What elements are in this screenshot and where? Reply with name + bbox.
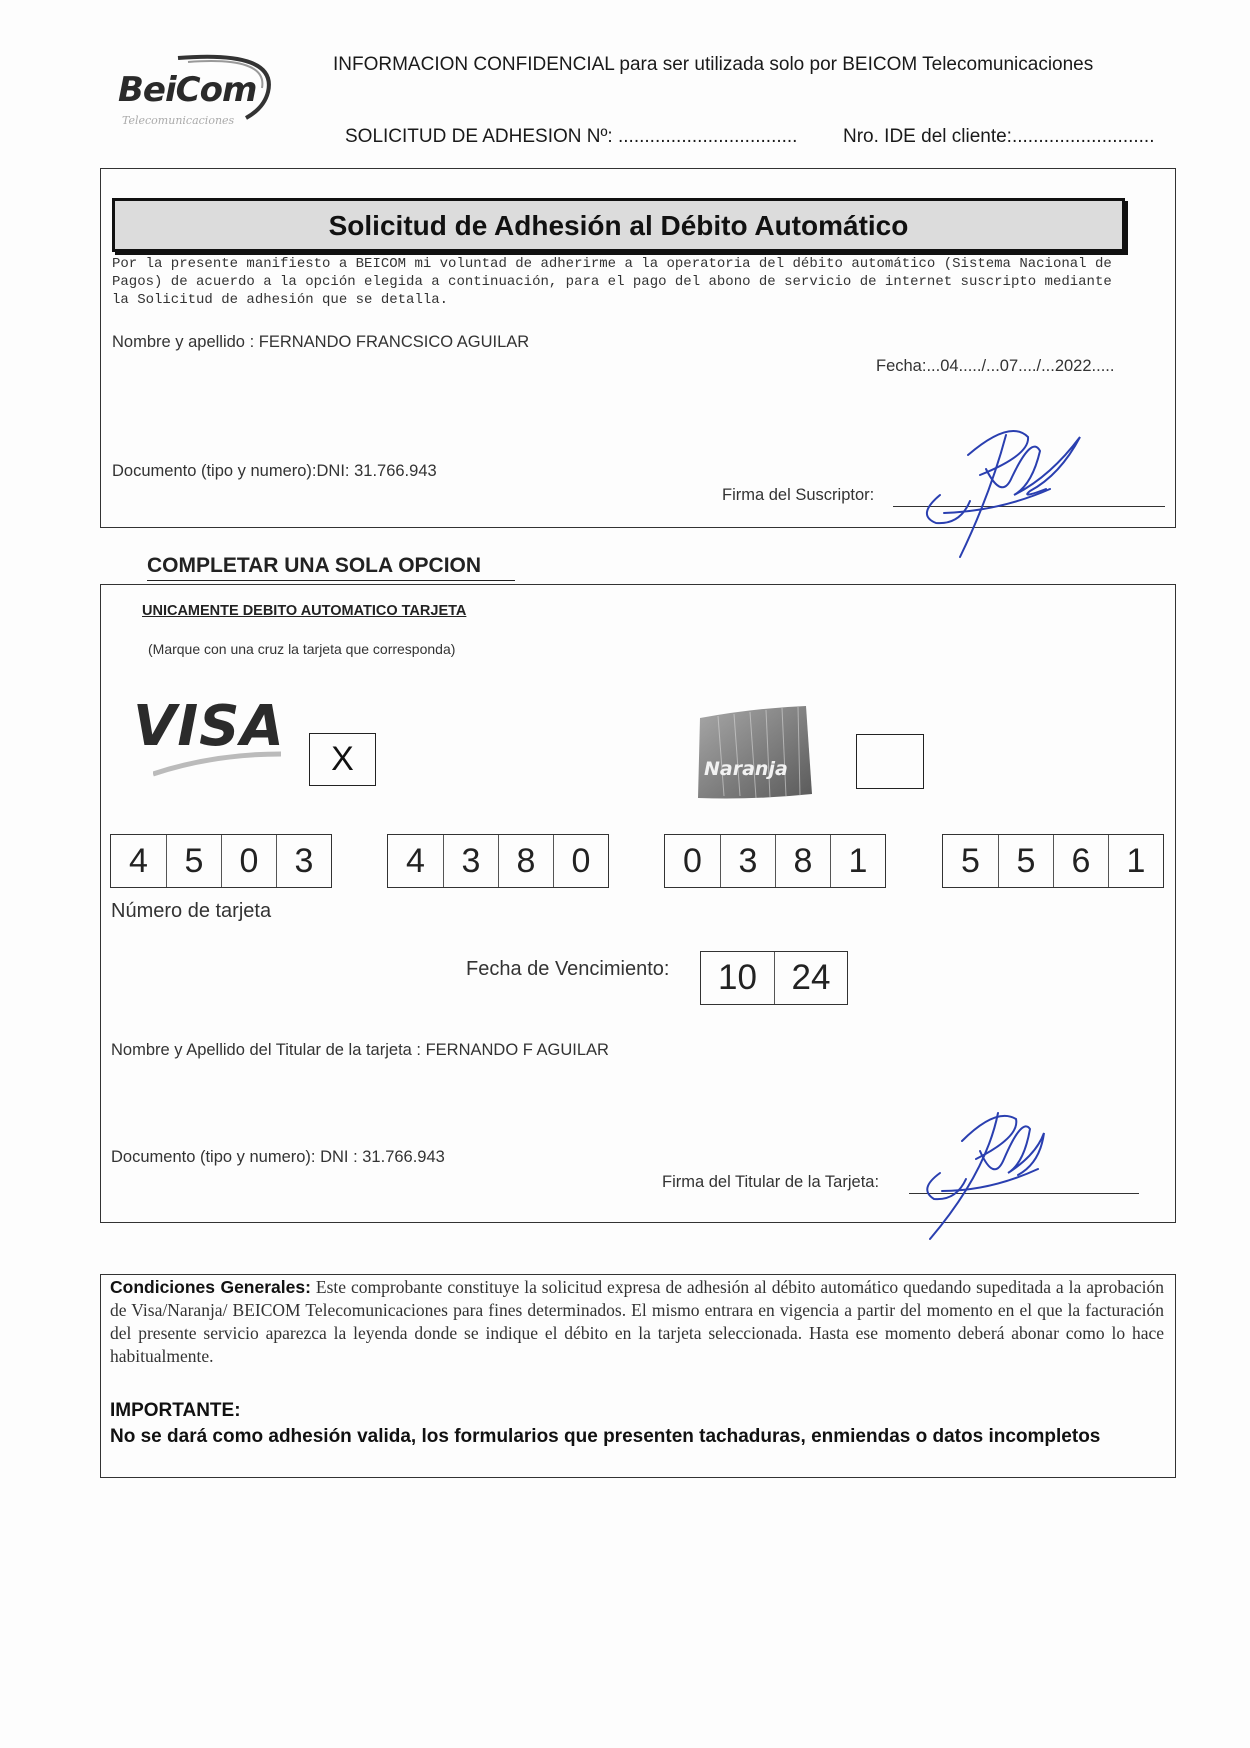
card-digit: 0 xyxy=(221,835,276,887)
expiry-label: Fecha de Vencimiento: xyxy=(466,958,670,980)
card-digit: 5 xyxy=(961,842,980,880)
card-digit: 4 xyxy=(406,842,425,880)
intro-paragraph: Por la presente manifiesto a BEICOM mi voluntad de adherirme a la operatoria del débito automático (Sistema Nacional de Pagos) de acuerdo a la opción elegida a continuación, para el pago del abono de servicio de internet suscripto mediante la Solicitud de adhesión que se detalla. xyxy=(112,256,1112,308)
naranja-logo-text: Naranja xyxy=(704,758,788,780)
card-digit: 1 xyxy=(830,835,885,887)
card-number-group-1[interactable] xyxy=(110,834,332,888)
naranja-logo xyxy=(694,704,814,809)
card-digit: 0 xyxy=(683,842,702,880)
card-digit: 0 xyxy=(553,835,608,887)
card-digit: 8 xyxy=(775,835,830,887)
card-number-group-3[interactable] xyxy=(664,834,886,888)
card-number-group-4[interactable] xyxy=(942,834,1164,888)
important-title: IMPORTANTE: xyxy=(110,1400,241,1421)
card-digit: 6 xyxy=(1053,835,1108,887)
card-digit: 5 xyxy=(166,835,221,887)
subscriber-document: Documento (tipo y numero):DNI: 31.766.943 xyxy=(112,462,437,480)
card-digit: 8 xyxy=(498,835,553,887)
card-subheading: UNICAMENTE DEBITO AUTOMATICO TARJETA xyxy=(142,603,467,619)
card-number-group-2[interactable] xyxy=(387,834,609,888)
subscriber-signature-icon xyxy=(920,415,1090,565)
visa-checkbox[interactable]: X xyxy=(309,733,376,786)
important-text: No se dará como adhesión valida, los formularios que presenten tachaduras, enmiendas o datos incompletos xyxy=(110,1426,1101,1447)
expiry-year: 24 xyxy=(774,952,847,1004)
conditions-label: Condiciones Generales: xyxy=(110,1277,311,1297)
option-heading-underline xyxy=(147,580,515,581)
naranja-card-icon xyxy=(694,704,814,804)
card-digit: 1 xyxy=(1108,835,1163,887)
beicom-logo xyxy=(118,52,298,132)
form-title-bar xyxy=(112,198,1125,252)
cardholder-document: Documento (tipo y numero): DNI : 31.766.943 xyxy=(111,1148,445,1166)
expiry-month: 10 xyxy=(718,958,757,997)
expiry-field[interactable] xyxy=(700,951,848,1005)
date-field: Fecha:...04...../...07..../...2022..... xyxy=(876,357,1115,375)
cardholder-signature-icon xyxy=(920,1103,1070,1243)
naranja-checkbox[interactable] xyxy=(856,734,924,789)
cardholder-name: Nombre y Apellido del Titular de la tarjeta : FERNANDO F AGUILAR xyxy=(111,1041,609,1059)
general-conditions xyxy=(110,1276,1164,1368)
card-digit: 3 xyxy=(276,835,331,887)
card-digit: 3 xyxy=(443,835,498,887)
cardholder-signature-label: Firma del Titular de la Tarjeta: xyxy=(662,1173,880,1191)
logo-subtitle: Telecomunicaciones xyxy=(122,114,235,127)
card-number-label: Número de tarjeta xyxy=(111,900,272,922)
logo-name: BeiCom xyxy=(118,70,257,110)
card-digit: 3 xyxy=(720,835,775,887)
solicitud-number-field: SOLICITUD DE ADHESION Nº: .................................. xyxy=(345,126,798,147)
form-title: Solicitud de Adhesión al Débito Automático xyxy=(328,210,909,241)
conditions-text: Este comprobante constituye la solicitud expresa de adhesión al débito automático quedando supeditada a la aprobación de Visa/Naranja/ BEICOM Telecomunicaciones para fines determinados. El mismo entrara en vigencia a partir del momento en el que la facturación del presente servicio aparezca la leyenda donde se indique el débito en la tarjeta seleccionada. Hasta ese momento deberá abonar como lo hace habitualmente. xyxy=(110,1277,1164,1366)
visa-logo-text: VISA xyxy=(133,694,285,759)
card-digit: 5 xyxy=(998,835,1053,887)
option-heading: COMPLETAR UNA SOLA OPCION xyxy=(147,554,482,577)
confidential-notice: INFORMACION CONFIDENCIAL para ser utilizada solo por BEICOM Telecomunicaciones xyxy=(333,54,1094,75)
client-ide-field: Nro. IDE del cliente:........................... xyxy=(843,126,1155,147)
subscriber-name: Nombre y apellido : FERNANDO FRANCSICO AGUILAR xyxy=(112,333,530,351)
card-instruction: (Marque con una cruz la tarjeta que corresponda) xyxy=(148,641,456,657)
visa-swoosh-icon xyxy=(153,748,283,778)
subscriber-signature-label: Firma del Suscriptor: xyxy=(722,486,875,504)
card-digit: 4 xyxy=(129,842,148,880)
